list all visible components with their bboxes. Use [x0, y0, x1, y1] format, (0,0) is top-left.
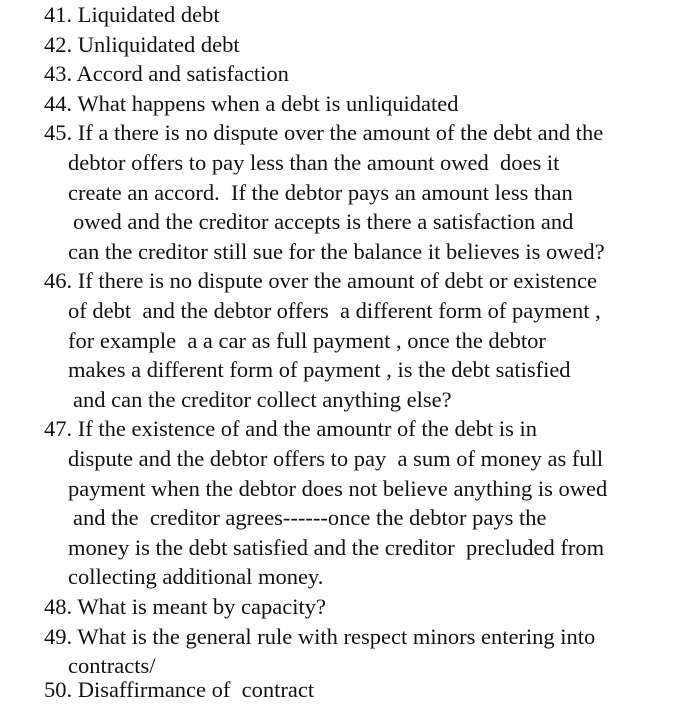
- question-45-line-3: create an accord. If the debtor pays an amount less than: [68, 179, 573, 205]
- question-47-line-6: collecting additional money.: [68, 564, 324, 590]
- question-46-line-5: and can the creditor collect anything else?: [73, 386, 452, 412]
- question-42-line-1: 42. Unliquidated debt: [44, 31, 240, 57]
- question-45-line-5: can the creditor still sue for the balance it believes is owed?: [68, 238, 605, 264]
- question-45-line-2: debtor offers to pay less than the amount owed does it: [68, 150, 560, 175]
- question-49-line-1: 49. What is the general rule with respect minors entering into: [44, 623, 596, 649]
- question-47-line-5: money is the debt satisfied and the creditor precluded from: [68, 534, 605, 560]
- question-44-line-1: 44. What happens when a debt is unliquidated: [44, 90, 459, 116]
- question-48-line-1: 48. What is meant by capacity?: [44, 594, 326, 619]
- question-43-line-1: 43. Accord and satisfaction: [44, 61, 289, 87]
- question-47-line-3: payment when the debtor does not believe anything is owed: [68, 475, 608, 501]
- question-46-line-3: for example a a car as full payment , once the debtor: [68, 327, 546, 353]
- question-46-line-4: makes a different form of payment , is the debt satisfied: [68, 357, 571, 383]
- question-50-line-1: 50. Disaffirmance of contract: [44, 677, 315, 702]
- question-41-line-1: 41. Liquidated debt: [44, 2, 220, 27]
- question-46-line-2: of debt and the debtor offers a different form of payment ,: [68, 298, 601, 323]
- question-45-line-1: 45. If a there is no dispute over the amount of the debt and the: [44, 120, 604, 146]
- question-49-line-2: contracts/: [68, 653, 156, 679]
- question-46-line-1: 46. If there is no dispute over the amount of debt or existence: [44, 268, 597, 294]
- question-47-line-4: and the creditor agrees------once the debtor pays the: [73, 505, 547, 531]
- question-47-line-2: dispute and the debtor offers to pay a sum of money as full: [68, 446, 604, 471]
- question-47-line-1: 47. If the existence of and the amountr of the debt is in: [44, 416, 537, 442]
- question-45-line-4: owed and the creditor accepts is there a satisfaction and: [73, 209, 574, 235]
